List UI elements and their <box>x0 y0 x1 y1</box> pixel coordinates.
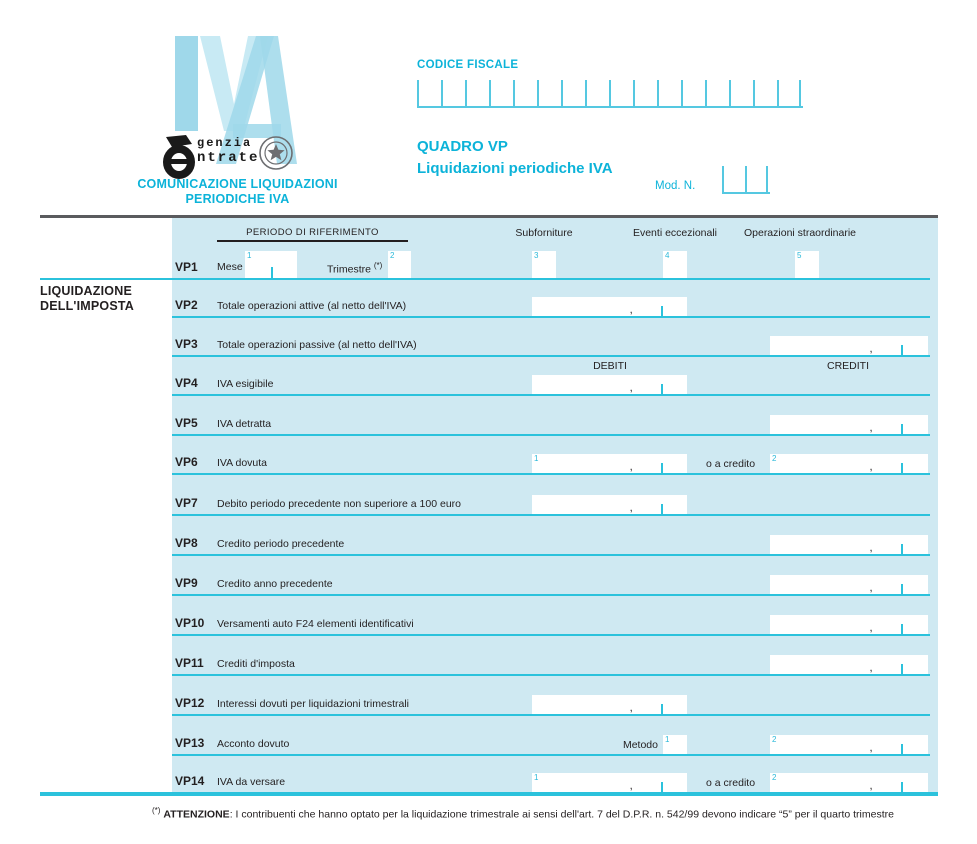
row-code-vp12: VP12 <box>175 696 205 710</box>
row-code-vp3: VP3 <box>175 337 198 351</box>
agenzia-entrate-a-icon <box>162 135 198 179</box>
section-label <box>40 284 134 314</box>
vp5-crediti-amount-input[interactable] <box>770 415 928 434</box>
codice-fiscale-cell[interactable] <box>441 80 465 106</box>
col-header-operazioni-straordinarie: Operazioni straordinarie <box>743 227 857 239</box>
codice-fiscale-cell[interactable] <box>537 80 561 106</box>
row-underline-vp9 <box>172 594 930 596</box>
decimal-comma: , <box>869 622 873 634</box>
cents-divider <box>661 306 663 316</box>
o-a-credito-label: o a credito <box>706 458 756 470</box>
quadro-title: QUADRO VP <box>417 138 508 155</box>
decimal-comma: , <box>629 780 633 792</box>
row-underline-vp11 <box>172 674 930 676</box>
row-underline-vp7 <box>172 514 930 516</box>
decimal-comma: , <box>869 422 873 434</box>
row-code-vp10: VP10 <box>175 616 205 630</box>
codice-fiscale-cell[interactable] <box>777 80 801 106</box>
periodo-underline <box>217 240 408 242</box>
cents-divider <box>661 704 663 714</box>
row-code-vp1: VP1 <box>175 260 198 274</box>
vp6-crediti-amount-input[interactable] <box>770 454 928 473</box>
row-label-vp7: Debito periodo precedente non superiore a 100 euro <box>217 498 462 510</box>
section-label-line2: DELL'IMPOSTA <box>40 299 135 313</box>
vp8-crediti-amount-input[interactable] <box>770 535 928 554</box>
box-reference-number: 2 <box>772 454 777 463</box>
row-label-vp14: IVA da versare <box>217 776 286 788</box>
row-code-vp4: VP4 <box>175 376 198 390</box>
codice-fiscale-cell[interactable] <box>753 80 777 106</box>
codice-fiscale-cell[interactable] <box>585 80 609 106</box>
col-header-eventi-eccezionali: Eventi eccezionali <box>632 227 718 239</box>
o-a-credito-label: o a credito <box>706 777 756 789</box>
row-code-vp9: VP9 <box>175 576 198 590</box>
italy-emblem-icon <box>258 135 294 171</box>
col-header-periodo: PERIODO DI RIFERIMENTO <box>246 227 379 238</box>
row-label-vp4: IVA esigibile <box>217 378 274 390</box>
row-code-vp13: VP13 <box>175 736 205 750</box>
cents-divider <box>661 384 663 394</box>
row-label-vp3: Totale operazioni passive (al netto dell'IVA) <box>217 339 417 351</box>
mod-n-label: Mod. N. <box>655 180 696 192</box>
section-label-line1: LIQUIDAZIONE <box>40 284 132 298</box>
decimal-comma: , <box>869 461 873 473</box>
form-title-line1: COMUNICAZIONE LIQUIDAZIONI <box>137 177 338 191</box>
row-label-vp13: Acconto dovuto <box>217 738 290 750</box>
row-label-vp10: Versamenti auto F24 elementi identificativi <box>217 618 414 630</box>
box-reference-number: 1 <box>534 773 539 782</box>
col-header-crediti: CREDITI <box>827 360 869 372</box>
codice-fiscale-input[interactable] <box>417 80 803 108</box>
codice-fiscale-cell[interactable] <box>417 80 441 106</box>
cents-divider <box>901 624 903 634</box>
cents-divider <box>901 744 903 754</box>
box-reference-number: 1 <box>534 454 539 463</box>
agency-name-line2: ntrate <box>197 150 260 166</box>
footnote <box>152 806 894 821</box>
agency-name <box>197 137 259 165</box>
footnote-text: : I contribuenti che hanno optato per la liquidazione trimestrale ai sensi dell'art. 7 del D.P.R. n. 542/99 devono indicare “5” per il quarto trimestre <box>229 808 894 821</box>
cents-divider <box>901 664 903 674</box>
box-reference-number: 3 <box>534 251 539 260</box>
decimal-comma: , <box>629 382 633 394</box>
decimal-comma: , <box>629 502 633 514</box>
row-underline-vp3 <box>172 355 930 357</box>
box-reference-number: 4 <box>665 251 670 260</box>
footnote-marker: (*) <box>152 806 161 815</box>
box-reference-number: 1 <box>665 735 670 744</box>
eventi-eccezionali-input[interactable] <box>663 251 687 278</box>
row-code-vp5: VP5 <box>175 416 198 430</box>
row-code-vp14: VP14 <box>175 774 205 788</box>
row-underline-vp8 <box>172 554 930 556</box>
trimestre-label <box>327 261 382 276</box>
box-reference-number: 2 <box>772 773 777 782</box>
mod-n-input[interactable] <box>722 166 770 194</box>
row-code-vp11: VP11 <box>175 656 204 670</box>
box-reference-number: 5 <box>797 251 802 260</box>
vp14-crediti-amount-input[interactable] <box>770 773 928 792</box>
row-code-vp2: VP2 <box>175 298 198 312</box>
vp9-crediti-amount-input[interactable] <box>770 575 928 594</box>
cents-divider <box>661 504 663 514</box>
col-header-debiti: DEBITI <box>593 360 627 372</box>
decimal-comma: , <box>629 461 633 473</box>
cents-divider <box>901 345 903 355</box>
cents-divider <box>901 424 903 434</box>
vp3-crediti-amount-input[interactable] <box>770 336 928 355</box>
row-label-vp2: Totale operazioni attive (al netto dell'IVA) <box>217 300 407 312</box>
row-label-vp12: Interessi dovuti per liquidazioni trimestrali <box>217 698 409 710</box>
row-label-vp5: IVA detratta <box>217 418 272 430</box>
decimal-comma: , <box>869 742 873 754</box>
form-title-line2: PERIODICHE IVA <box>185 192 290 206</box>
row-underline-vp12 <box>172 714 930 716</box>
decimal-comma: , <box>869 343 873 355</box>
codice-fiscale-cell[interactable] <box>633 80 657 106</box>
row-label-vp8: Credito periodo precedente <box>217 538 345 550</box>
codice-fiscale-cell[interactable] <box>705 80 729 106</box>
row-underline-vp4 <box>172 394 930 396</box>
vp14-debiti-amount-input[interactable] <box>532 773 687 792</box>
cents-divider <box>661 782 663 792</box>
metodo-label: Metodo <box>622 739 658 751</box>
trimestre-footnote-mark: (*) <box>373 261 383 270</box>
cents-divider <box>901 584 903 594</box>
vp10-crediti-amount-input[interactable] <box>770 615 928 634</box>
decimal-comma: , <box>629 702 633 714</box>
vp6-debiti-amount-input[interactable] <box>532 454 687 473</box>
row-label-vp11: Crediti d'imposta <box>217 658 295 670</box>
codice-fiscale-cell[interactable] <box>513 80 537 106</box>
decimal-comma: , <box>629 304 633 316</box>
codice-fiscale-cell[interactable] <box>729 80 753 106</box>
footnote-attention: ATTENZIONE <box>163 808 230 821</box>
trimestre-input[interactable] <box>388 251 411 278</box>
quadro-subtitle: Liquidazioni periodiche IVA <box>417 160 613 177</box>
vp12-debiti-amount-input[interactable] <box>532 695 687 714</box>
row-underline-vp1 <box>40 278 930 280</box>
vp7-debiti-amount-input[interactable] <box>532 495 687 514</box>
row-label-vp9: Credito anno precedente <box>217 578 333 590</box>
col-header-subforniture: Subforniture <box>515 227 573 239</box>
vp13-crediti-amount-input[interactable] <box>770 735 928 754</box>
decimal-comma: , <box>869 662 873 674</box>
row-underline-vp13 <box>172 754 930 756</box>
cents-divider <box>661 463 663 473</box>
mese-label: Mese <box>217 261 243 273</box>
decimal-comma: , <box>869 542 873 554</box>
cents-divider <box>901 544 903 554</box>
row-underline-vp5 <box>172 434 930 436</box>
mod-n-cell[interactable] <box>722 166 745 192</box>
row-underline-vp6 <box>172 473 930 475</box>
codice-fiscale-cell[interactable] <box>609 80 633 106</box>
codice-fiscale-cell[interactable] <box>465 80 489 106</box>
codice-fiscale-cell[interactable] <box>561 80 585 106</box>
table-bottom-rule <box>40 792 938 796</box>
decimal-comma: , <box>869 780 873 792</box>
trimestre-label-text: Trimestre <box>327 263 371 276</box>
box-reference-number: 1 <box>247 251 252 260</box>
cents-divider <box>901 463 903 473</box>
operazioni-straordinarie-input[interactable] <box>795 251 819 278</box>
row-underline-vp2 <box>172 316 930 318</box>
box-reference-number: 2 <box>390 251 395 260</box>
codice-fiscale-cell[interactable] <box>489 80 513 106</box>
row-code-vp8: VP8 <box>175 536 198 550</box>
mod-n-cell[interactable] <box>745 166 768 192</box>
metodo-input[interactable] <box>663 735 687 754</box>
decimal-comma: , <box>869 582 873 594</box>
subforniture-input[interactable] <box>532 251 556 278</box>
mese-input[interactable] <box>245 251 297 278</box>
vp11-crediti-amount-input[interactable] <box>770 655 928 674</box>
row-underline-vp10 <box>172 634 930 636</box>
agenzia-entrate-logo <box>162 135 297 179</box>
vp2-debiti-amount-input[interactable] <box>532 297 687 316</box>
row-code-vp7: VP7 <box>175 496 198 510</box>
codice-fiscale-cell[interactable] <box>681 80 705 106</box>
mese-digit-divider <box>271 267 273 278</box>
row-code-vp6: VP6 <box>175 455 198 469</box>
codice-fiscale-cell[interactable] <box>657 80 681 106</box>
cents-divider <box>901 782 903 792</box>
box-reference-number: 2 <box>772 735 777 744</box>
agency-name-line1: genzia <box>197 136 253 150</box>
vp4-debiti-amount-input[interactable] <box>532 375 687 394</box>
row-label-vp6: IVA dovuta <box>217 457 268 469</box>
codice-fiscale-label: CODICE FISCALE <box>417 59 519 71</box>
